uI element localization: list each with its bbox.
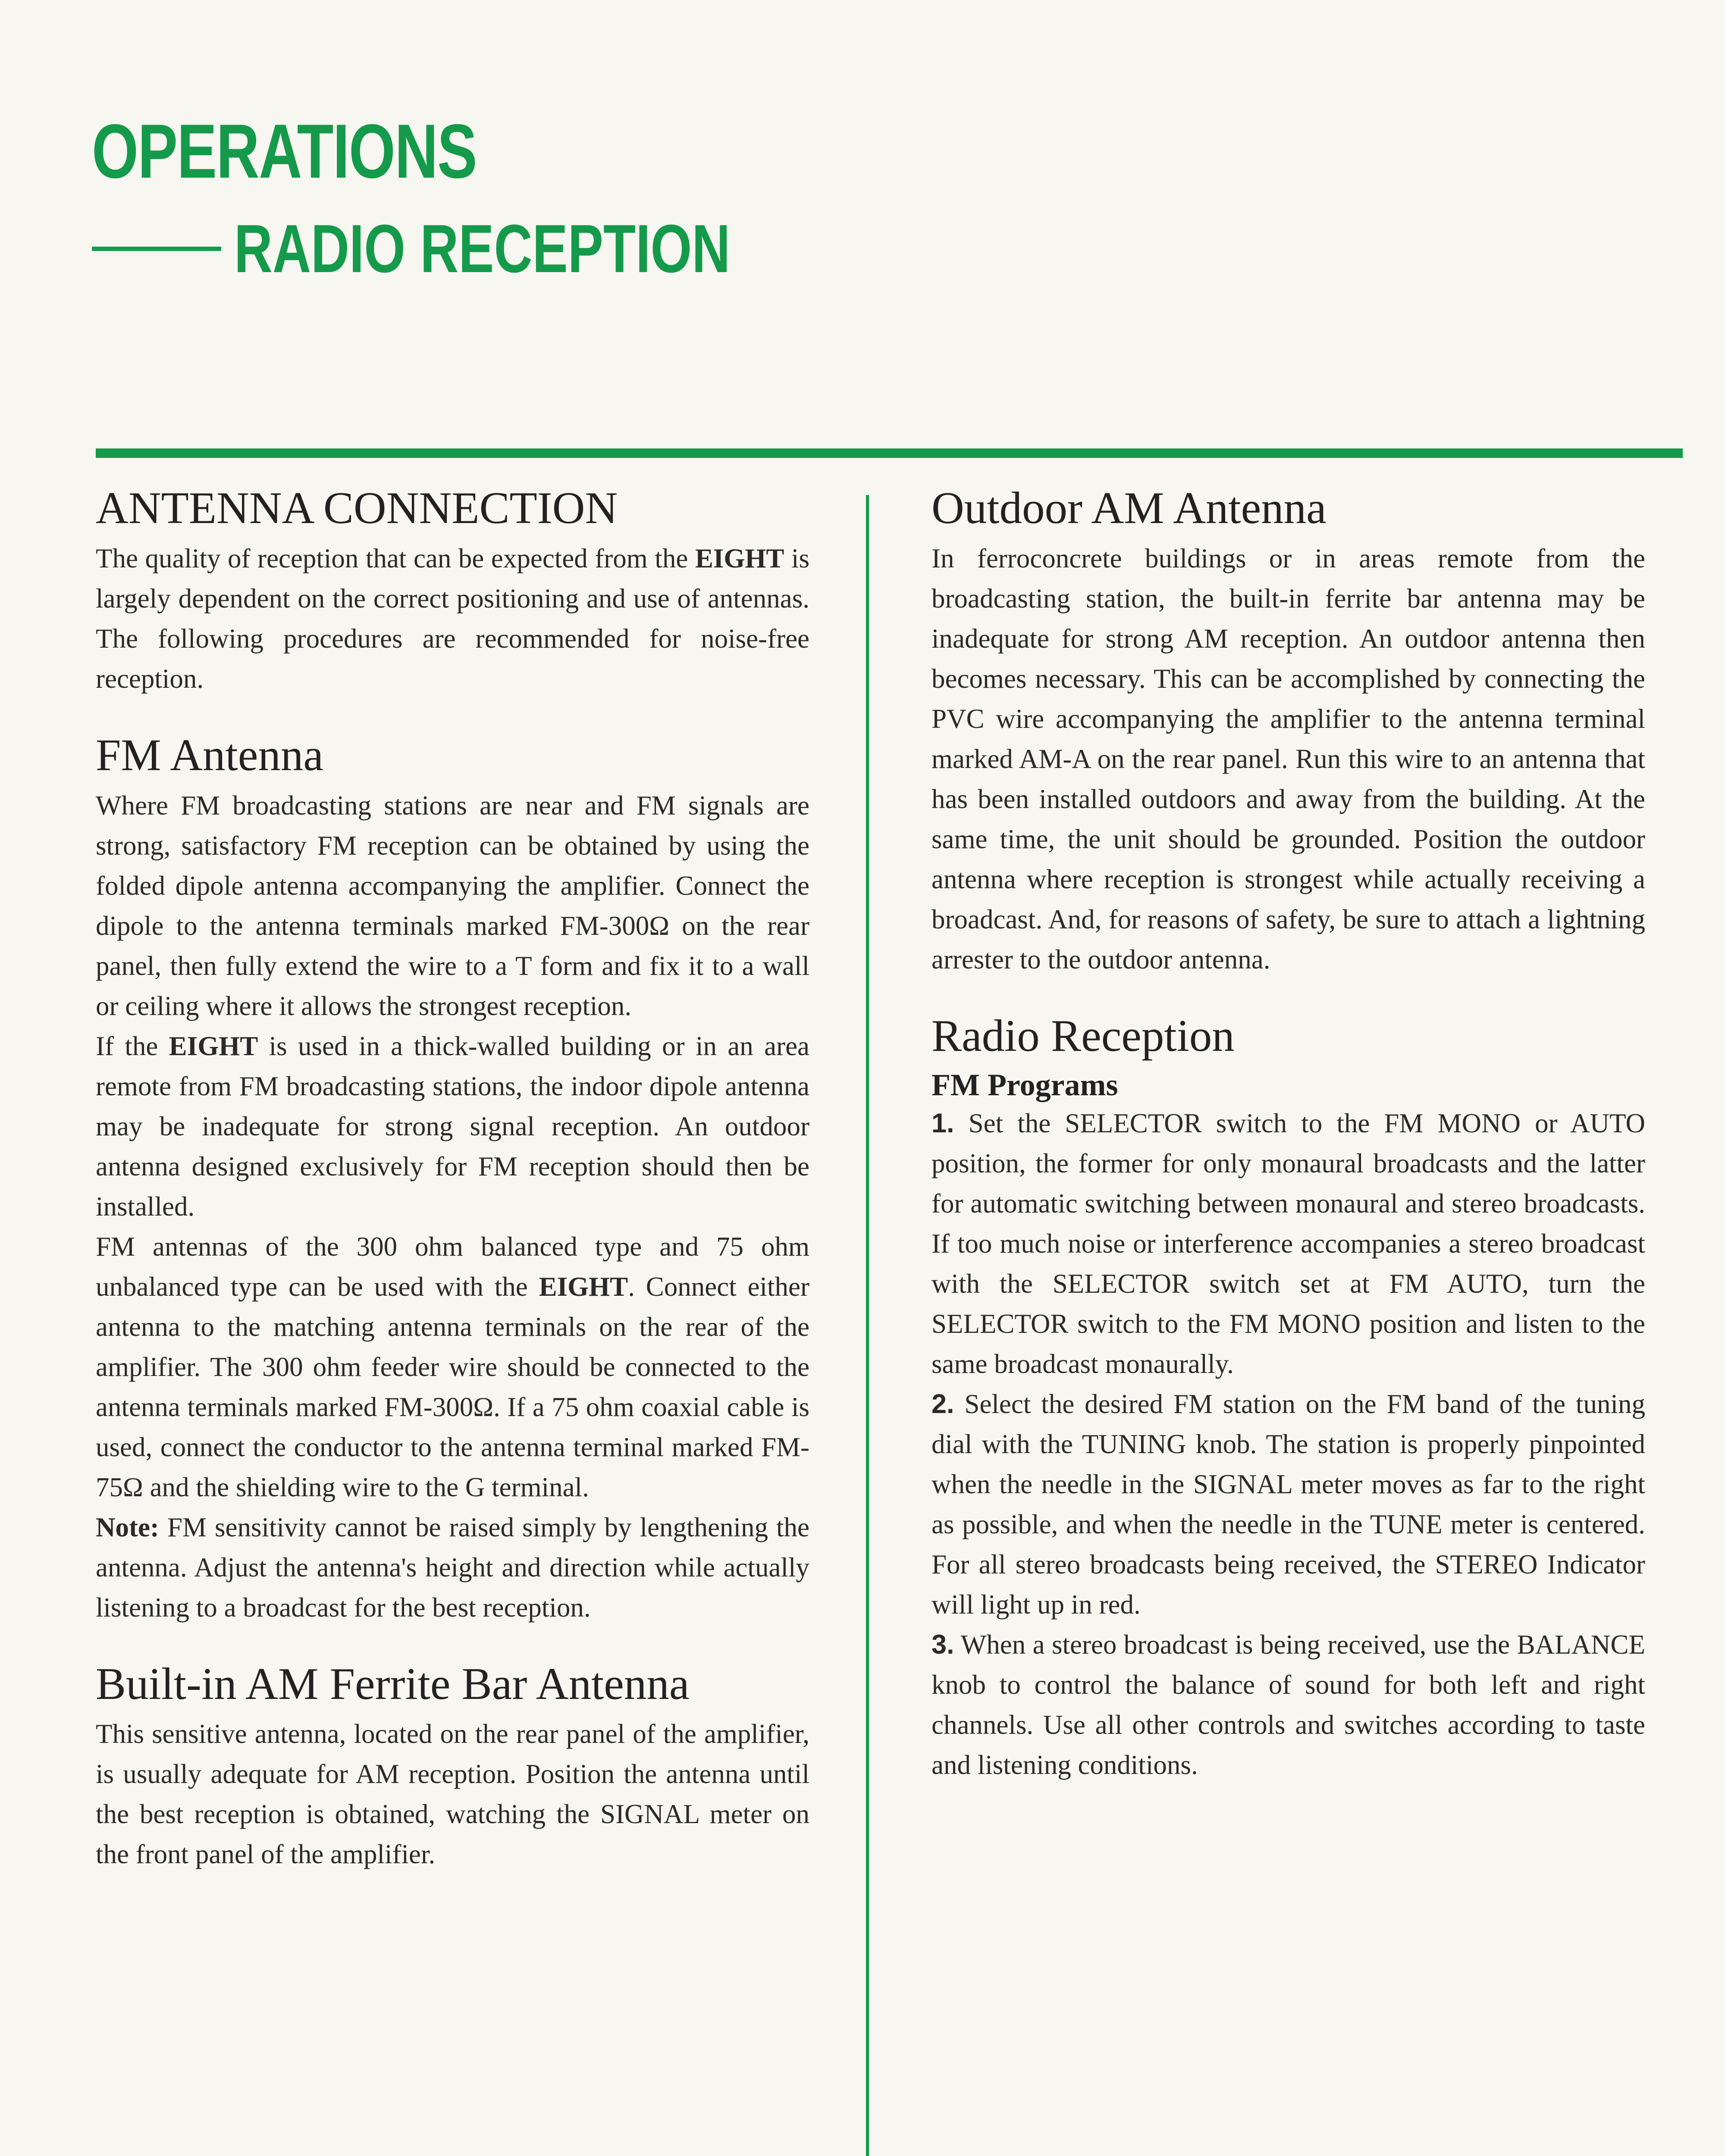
page-title: OPERATIONS xyxy=(92,108,477,194)
section-heading: Outdoor AM Antenna xyxy=(932,483,1327,533)
note-paragraph: Note: FM sensitivity cannot be raised simply by lengthening the antenna. Adjust the antenna's height and direction while actually listening to a broadcast for the best reception. xyxy=(96,1512,809,1623)
paragraph: FM antennas of the 300 ohm balanced type and 75 ohm unbalanced type can be used with the EIGHT. Connect either antenna to the matching antenna terminals on the rear of the amplifier. The 300 ohm feeder wire should be connected to the antenna terminals marked FM-300Ω. If a 75 ohm coaxial cable is used, connect the conductor to the antenna terminal marked FM-75Ω and the shielding wire to the G terminal. xyxy=(96,1231,809,1502)
section-antenna-connection xyxy=(96,482,809,699)
paragraph: In ferroconcrete buildings or in areas remote from the broadcasting station, the built-in ferrite bar antenna may be inadequate for strong AM reception. An outdoor antenna then becomes necessary. This can be accomplished by connecting the PVC wire accompanying the amplifier to the antenna terminal marked AM-A on the rear panel. Run this wire to an antenna that has been installed outdoors and away from the building. At the same time, the unit should be grounded. Position the outdoor antenna where reception is strongest while actually receiving a broadcast. And, for reasons of safety, be sure to attach a lightning arrester to the outdoor antenna. xyxy=(932,543,1645,975)
section-heading: Built-in AM Ferrite Bar Antenna xyxy=(96,1658,690,1709)
product-name: EIGHT xyxy=(695,543,784,573)
product-name: EIGHT xyxy=(539,1271,628,1302)
paragraph: This sensitive antenna, located on the rear panel of the amplifier, is usually adequate for AM reception. Position the antenna until the best reception is obtained, watching the SIGNAL meter on the front panel of the amplifier. xyxy=(96,1719,809,1870)
subtitle-dash xyxy=(92,247,221,251)
note-label: Note: xyxy=(96,1512,159,1542)
step-2: 2. Select the desired FM station on the FM band of the tuning dial with the TUNING knob. The station is properly pinpointed when the needle in the SIGNAL meter moves as far to the right as possible, and when the needle in the TUNE meter is centered. For all stereo broadcasts being received, the STEREO Indicator will light up in red. xyxy=(932,1388,1645,1620)
section-heading: FM Antenna xyxy=(96,729,323,780)
header-rule xyxy=(96,448,1683,458)
section-outdoor-am xyxy=(932,482,1645,980)
paragraph: If the EIGHT is used in a thick-walled building or in an area remote from FM broadcasting stations, the indoor dipole antenna may be inadequate for strong signal reception. An outdoor antenna designed exclusively for FM reception should then be installed. xyxy=(96,1031,809,1222)
column-divider xyxy=(866,495,869,2156)
step-number: 1. xyxy=(932,1108,954,1138)
section-heading: ANTENNA CONNECTION xyxy=(96,483,618,533)
page-subtitle-row xyxy=(92,212,870,285)
step-number: 3. xyxy=(932,1629,954,1660)
step-1: 1. Set the SELECTOR switch to the FM MONO or AUTO position, the former for only monaural broadcasts and the latter for automatic switching between monaural and stereo broadcasts. If too much noise or interference accompanies a stereo broadcast with the SELECTOR switch set at FM AUTO, turn the SELECTOR switch to the FM MONO position and listen to the same broadcast monaurally. xyxy=(932,1108,1645,1379)
right-column xyxy=(932,482,1645,1785)
subsection-heading: FM Programs xyxy=(932,1067,1118,1102)
product-name: EIGHT xyxy=(169,1031,258,1061)
section-radio-reception xyxy=(932,1010,1645,1785)
step-3: 3. When a stereo broadcast is being received, use the BALANCE knob to control the balance of sound for both left and right channels. Use all other controls and switches according to taste and listening conditions. xyxy=(932,1629,1645,1780)
section-fm-antenna xyxy=(96,729,809,1628)
step-number: 2. xyxy=(932,1388,954,1419)
paragraph: The quality of reception that can be expected from the EIGHT is largely dependent on the correct positioning and use of antennas. The following procedures are recommended for noise-free reception. xyxy=(96,543,809,694)
left-column xyxy=(96,482,809,1874)
paragraph: Where FM broadcasting stations are near and FM signals are strong, satisfactory FM reception can be obtained by using the folded dipole antenna accompanying the amplifier. Connect the dipole to the antenna terminals marked FM-300Ω on the rear panel, then fully extend the wire to a T form and fix it to a wall or ceiling where it allows the strongest reception. xyxy=(96,790,809,1021)
section-am-ferrite xyxy=(96,1658,809,1875)
page-subtitle: RADIO RECEPTION xyxy=(234,211,731,287)
section-heading: Radio Reception xyxy=(932,1010,1235,1061)
